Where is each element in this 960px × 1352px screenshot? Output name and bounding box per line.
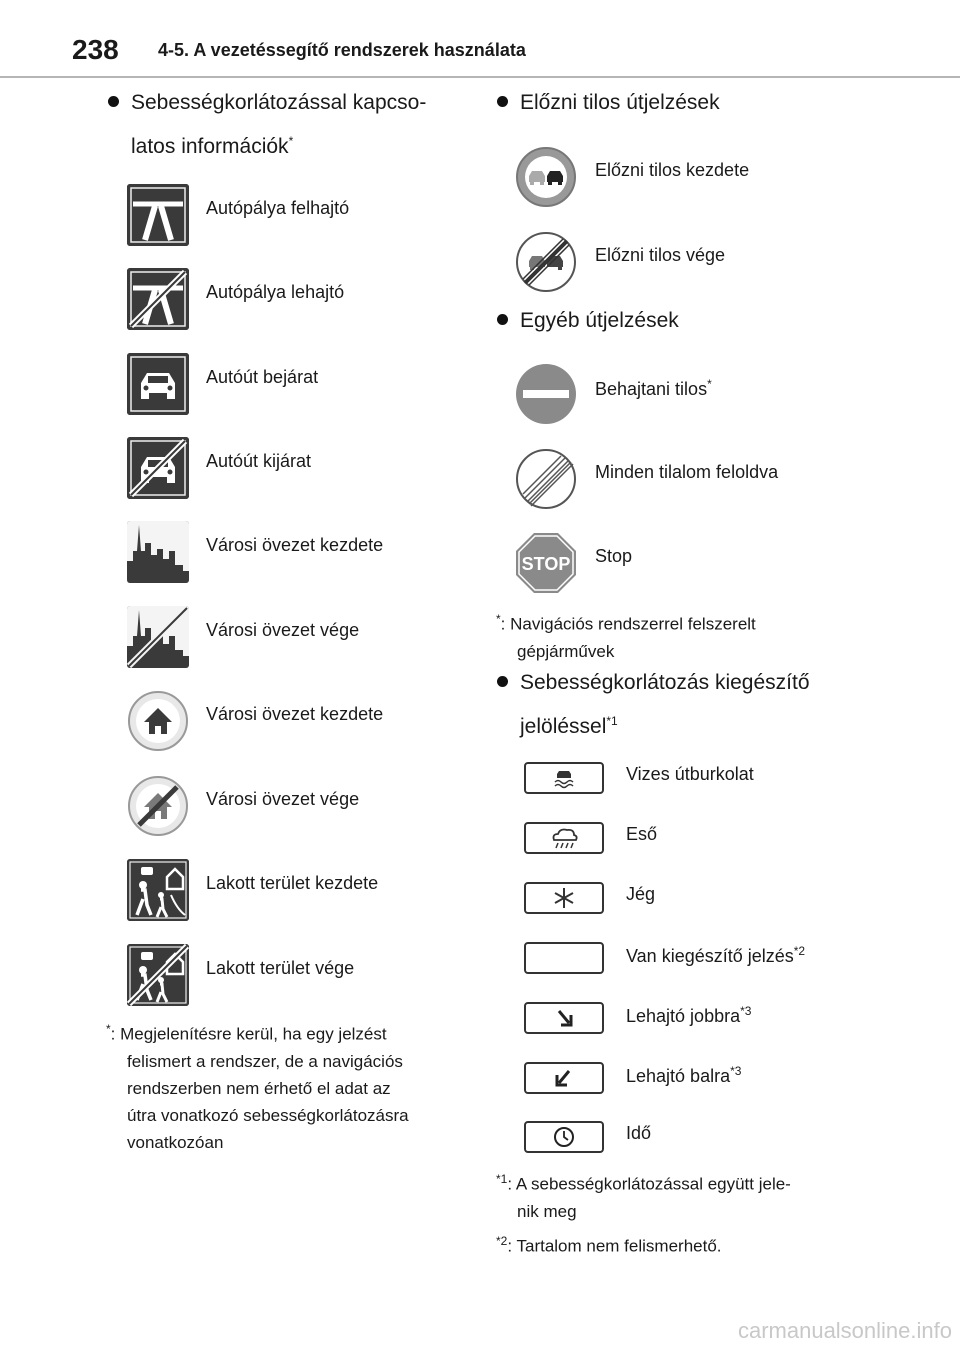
right-footnote-2: $^{*2}$: Tartalom nem felismerhető.	[496, 1234, 722, 1256]
sign-label: Autópálya felhajtó	[206, 198, 350, 218]
left-footnote: *: Megjelenítésre kerül, ha egy jelzést felismert a rendszer, de a navigációs rendszerben nem érhető el adat az útra vonatkozó sebességkorlátozásra vonatkozóan	[106, 1022, 409, 1152]
plate-label: Vizes útburkolat	[626, 764, 754, 784]
residential-area-end-icon	[127, 944, 189, 1006]
sign-label: Városi övezet kezdete	[206, 704, 384, 724]
page-number: 238	[72, 34, 119, 65]
expressway-start-icon	[127, 353, 189, 415]
plate-label: Eső	[626, 824, 658, 844]
sign-label: Minden tilalom feloldva	[595, 462, 779, 482]
end-of-restrictions-icon	[515, 448, 577, 510]
stop-sign-icon	[515, 532, 577, 594]
sign-label: Városi övezet vége	[206, 620, 360, 640]
plate-label: Jég	[626, 884, 656, 904]
blank-plate-icon	[524, 942, 604, 974]
sign-label: Lakott terület kezdete	[206, 873, 379, 893]
wet-road-plate-icon	[524, 762, 604, 794]
plate-label: Lehajtó balra$^{*3}$	[626, 1064, 742, 1086]
bullet-icon	[497, 96, 508, 107]
bullet-icon	[497, 314, 508, 325]
exit-right-plate-icon	[524, 1002, 604, 1034]
sign-label: Autópálya lehajtó	[206, 282, 345, 302]
expressway-end-icon	[127, 437, 189, 499]
section-heading-speed-limit: Sebességkorlátozással kapcso- latos információk*	[108, 84, 426, 166]
watermark: carmanualsonline.info	[737, 1318, 952, 1343]
section-heading-other-signs: Egyéb útjelzések	[497, 302, 679, 340]
city-zone-end-icon	[127, 606, 189, 668]
plate-label: Van kiegészítő jelzés$^{*2}$	[626, 944, 806, 966]
plate-label: Lehajtó jobbra$^{*3}$	[626, 1004, 752, 1026]
right-footnote-1: $^{*1}$: A sebességkorlátozással együtt jele- nik meg	[496, 1172, 791, 1221]
chapter-title: 4-5. A vezetéssegítő rendszerek használata	[158, 40, 526, 60]
motorway-start-icon	[127, 184, 189, 246]
no-entry-icon	[515, 363, 577, 425]
town-house-end-icon	[127, 775, 189, 837]
stop-sign-text: STOP	[521, 554, 571, 574]
sign-label: Városi övezet kezdete	[206, 535, 384, 555]
right-footnote-navigation: *: Navigációs rendszerrel felszerelt gépjárművek	[496, 612, 756, 661]
section-heading-supplementary: Sebességkorlátozás kiegészítő jelöléssel$^{*1}$	[497, 664, 810, 746]
sign-label: Előzni tilos vége	[595, 245, 726, 265]
rain-plate-icon	[524, 822, 604, 854]
bullet-icon	[108, 96, 119, 107]
town-house-start-icon	[127, 690, 189, 752]
bullet-icon	[497, 676, 508, 687]
motorway-end-icon	[127, 268, 189, 330]
city-zone-start-icon	[127, 521, 189, 583]
sign-label: Lakott terület vége	[206, 958, 355, 978]
sign-label: Előzni tilos kezdete	[595, 160, 750, 180]
sign-label: Autóút bejárat	[206, 367, 319, 387]
no-overtaking-end-icon	[515, 231, 577, 293]
sign-label: Stop	[595, 546, 633, 566]
time-plate-icon	[524, 1121, 604, 1153]
residential-area-start-icon	[127, 859, 189, 921]
sign-label: Autóút kijárat	[206, 451, 312, 471]
sign-label: Behajtani tilos*	[595, 377, 712, 399]
sign-label: Városi övezet vége	[206, 789, 360, 809]
exit-left-plate-icon	[524, 1062, 604, 1094]
ice-plate-icon	[524, 882, 604, 914]
no-overtaking-start-icon	[515, 146, 577, 208]
plate-label: Idő	[626, 1123, 652, 1143]
header-divider	[0, 76, 960, 78]
section-heading-no-overtaking: Előzni tilos útjelzések	[497, 84, 720, 122]
